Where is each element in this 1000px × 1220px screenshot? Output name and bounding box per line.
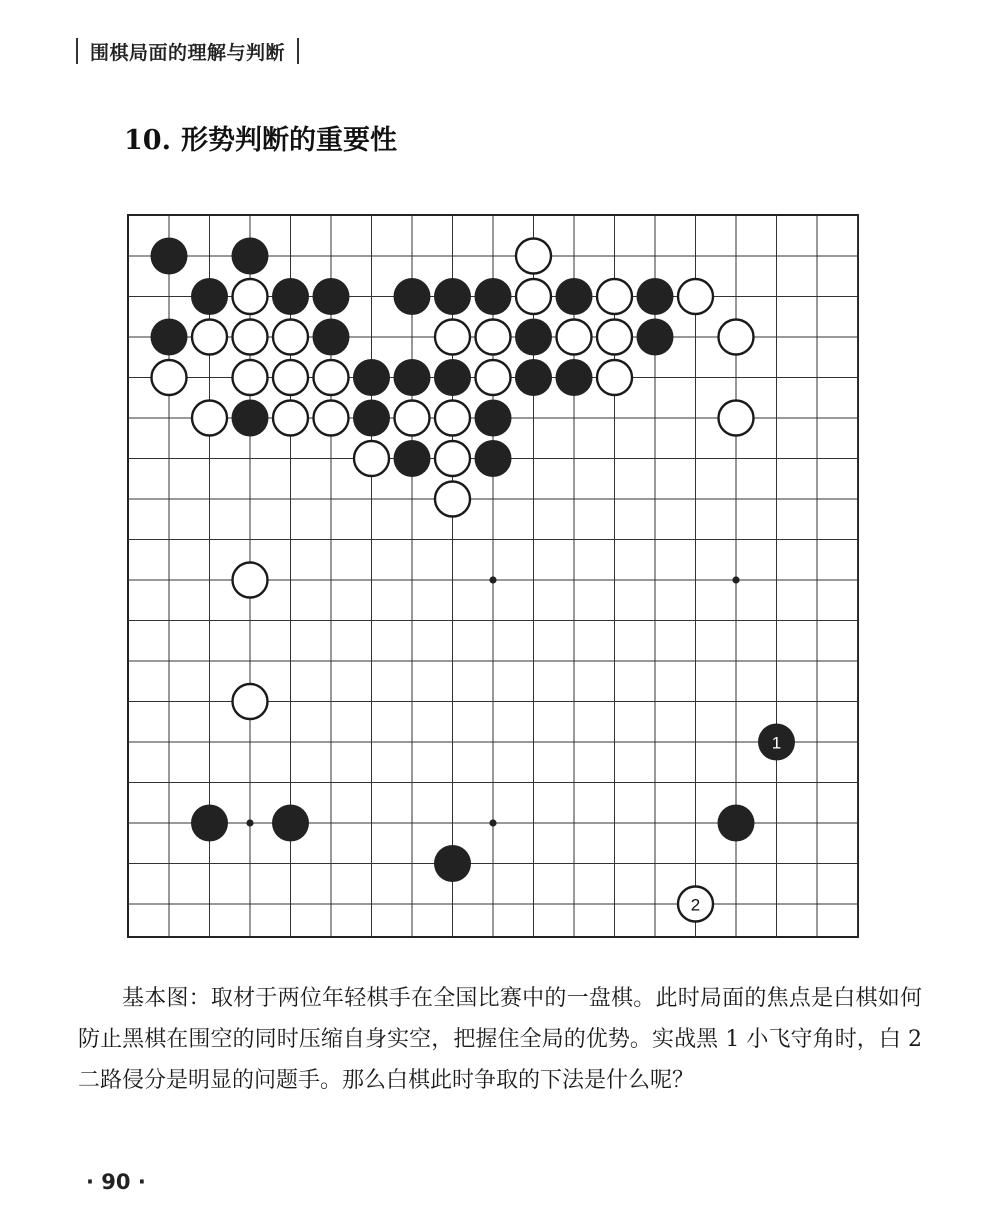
black-stone (637, 278, 674, 315)
white-stone (597, 279, 632, 314)
black-stone (475, 400, 512, 437)
star-point (489, 576, 496, 583)
black-stone (515, 319, 552, 356)
white-stone (273, 401, 308, 436)
white-stone (273, 360, 308, 395)
black-stone (191, 805, 228, 842)
white-stone (435, 482, 470, 517)
white-stone (233, 360, 268, 395)
black-stone (272, 278, 309, 315)
black-stone (394, 278, 431, 315)
black-stone (313, 278, 350, 315)
white-stone (192, 401, 227, 436)
white-stone (597, 360, 632, 395)
white-stone (678, 279, 713, 314)
black-stone (434, 359, 471, 396)
black-stone (272, 805, 309, 842)
black-stone (191, 278, 228, 315)
running-header (76, 36, 299, 66)
section-number: 10. (124, 125, 171, 156)
go-board (127, 214, 859, 938)
black-stone (515, 359, 552, 396)
black-stone (434, 278, 471, 315)
black-stone (353, 359, 390, 396)
white-stone (516, 239, 551, 274)
black-stone (232, 238, 269, 275)
white-stone (314, 401, 349, 436)
black-stone (394, 359, 431, 396)
white-stone (516, 279, 551, 314)
white-stone (435, 320, 470, 355)
white-stone (233, 320, 268, 355)
white-stone (395, 401, 430, 436)
black-stone (151, 238, 188, 275)
section-title: 形势判断的重要性 (180, 125, 397, 156)
book-title: 围棋局面的理解与判断 (90, 41, 286, 64)
white-stone (233, 563, 268, 598)
stone-move-number: 1 (771, 733, 782, 753)
white-stone (192, 320, 227, 355)
black-stone (475, 440, 512, 477)
page-number: · 90 · (86, 1170, 146, 1194)
black-stone (353, 400, 390, 437)
white-stone (152, 360, 187, 395)
black-stone (556, 359, 593, 396)
white-stone (597, 320, 632, 355)
white-stone (557, 320, 592, 355)
go-board-diagram (127, 214, 859, 938)
section-heading (124, 118, 397, 157)
black-stone (637, 319, 674, 356)
diagram-caption: 基本图：取材于两位年轻棋手在全国比赛中的一盘棋。此时局面的焦点是白棋如何防止黑棋在围空的同时压缩自身实空，把握住全局的优势。实战黑 1 小飞守角时，白 2 二路侵分是明显的问题手。那么白棋此时争取的下法是什么呢？ (78, 986, 922, 1093)
star-point (246, 819, 253, 826)
black-stone (556, 278, 593, 315)
white-stone (273, 320, 308, 355)
black-stone (151, 319, 188, 356)
black-stone (232, 400, 269, 437)
black-stone (718, 805, 755, 842)
star-point (489, 819, 496, 826)
black-stone (313, 319, 350, 356)
black-stone (434, 845, 471, 882)
star-point (732, 576, 739, 583)
stone-move-number: 2 (690, 895, 701, 915)
white-stone (233, 279, 268, 314)
white-stone (476, 360, 511, 395)
white-stone (435, 401, 470, 436)
white-stone (314, 360, 349, 395)
white-stone (719, 320, 754, 355)
white-stone (354, 441, 389, 476)
black-stone (475, 278, 512, 315)
white-stone (719, 401, 754, 436)
white-stone (435, 441, 470, 476)
white-stone (476, 320, 511, 355)
black-stone (394, 440, 431, 477)
white-stone (233, 684, 268, 719)
header-rule-right (297, 38, 299, 64)
